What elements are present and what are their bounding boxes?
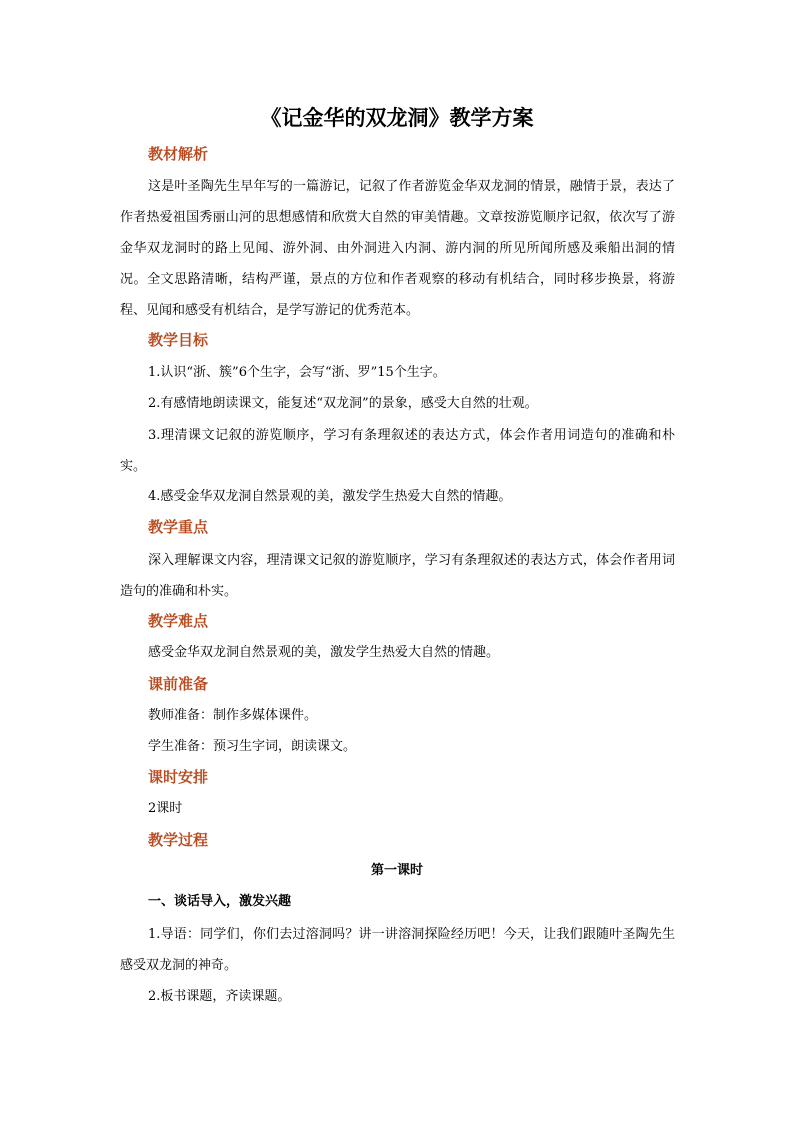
student-preparation: 学生准备：预习生字词，朗读课文。 bbox=[148, 739, 357, 754]
schedule-text: 2课时 bbox=[148, 801, 183, 816]
process-item-1: 1.导语：同学们，你们去过溶洞吗？讲一讲溶洞探险经历吧！今天，让我们跟随叶圣陶先生感受双龙洞的神奇。 bbox=[120, 927, 675, 973]
lesson-title: 第一课时 bbox=[370, 863, 423, 878]
heading-key-points: 教学重点 bbox=[148, 518, 209, 536]
difficulties-text: 感受金华双龙洞自然景观的美，激发学生热爱大自然的情趣。 bbox=[148, 645, 500, 660]
document-title: 《记金华的双龙洞》教学方案 bbox=[260, 105, 534, 130]
analysis-paragraph: 这是叶圣陶先生早年写的一篇游记，记叙了作者游览金华双龙洞的情景，融情于景，表达了作者热爱祖国秀丽山河的思想感情和欣赏大自然的审美情趣。文章按游览顺序记叙，依次写了游金华双龙洞时的路上见闻、游外洞、由外洞进入内洞、游内洞的所见所闻所感及乘船出洞的情况。全文思路清晰，结构严谨，景点的方位和作者观察的移动有机结合，同时移步换景，将游程、见闻和感受有机结合，是学写游记的优秀范本。 bbox=[120, 179, 675, 318]
key-points-paragraph: 深入理解课文内容，理清课文记叙的游览顺序，学习有条理叙述的表达方式，体会作者用词造句的准确和朴实。 bbox=[120, 553, 675, 599]
goal-item-2: 2.有感情地朗读课文，能复述“双龙洞”的景象，感受大自然的壮观。 bbox=[148, 396, 538, 411]
heading-preparation: 课前准备 bbox=[148, 675, 209, 693]
goal-item-1: 1.认识“浙、簇”6个生字，会写“浙、罗”15个生字。 bbox=[148, 365, 446, 380]
heading-difficulties: 教学难点 bbox=[148, 612, 209, 630]
process-item-2: 2.板书课题，齐读课题。 bbox=[148, 989, 291, 1004]
heading-schedule: 课时安排 bbox=[148, 768, 209, 786]
teacher-preparation: 教师准备：制作多媒体课件。 bbox=[148, 708, 318, 723]
goal-item-4: 4.感受金华双龙洞自然景观的美，激发学生热爱大自然的情趣。 bbox=[148, 489, 512, 504]
step-heading: 一、谈话导入，激发兴趣 bbox=[148, 894, 292, 909]
heading-process: 教学过程 bbox=[148, 831, 209, 849]
heading-analysis: 教材解析 bbox=[148, 145, 209, 163]
goal-item-3: 3.理清课文记叙的游览顺序，学习有条理叙述的表达方式，体会作者用词造句的准确和朴实。 bbox=[120, 428, 675, 474]
heading-goals: 教学目标 bbox=[148, 331, 209, 349]
